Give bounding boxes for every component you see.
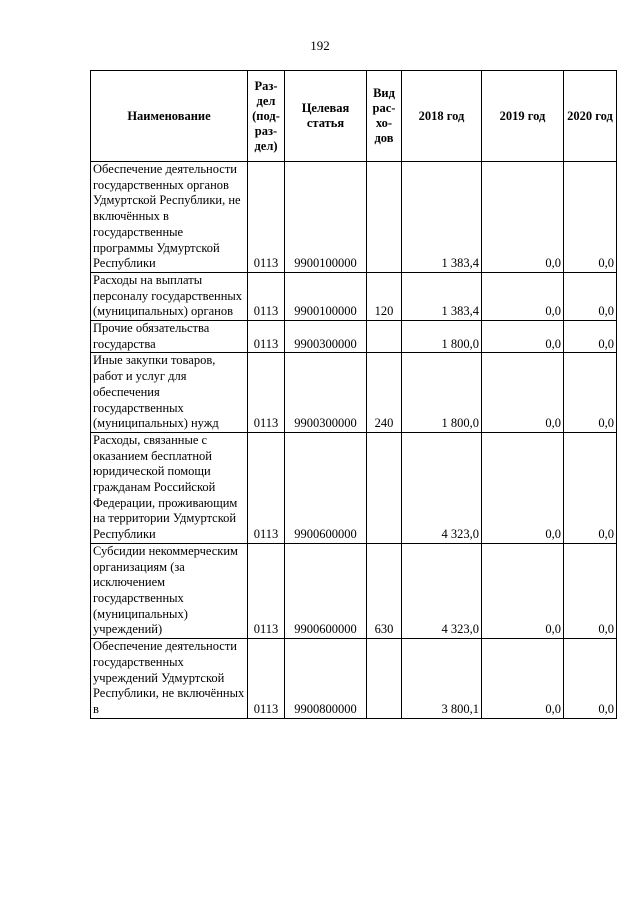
row-2018: 1 383,4	[402, 272, 482, 320]
row-2018: 4 323,0	[402, 543, 482, 638]
table-row	[91, 321, 617, 353]
row-type: 630	[367, 543, 402, 638]
row-target: 9900800000	[285, 639, 367, 719]
row-type: 240	[367, 353, 402, 433]
row-type	[367, 432, 402, 543]
page-number: 192	[310, 38, 330, 53]
row-type	[367, 162, 402, 273]
row-section: 0113	[248, 162, 285, 273]
row-2019: 0,0	[482, 543, 564, 638]
header-type-label: Вид рас- хо- дов	[372, 86, 396, 145]
row-name: Расходы, связанные с оказанием бесплатной юридической помощи гражданам Российской Федерации, проживающим на территории Удмуртской Республики	[91, 432, 248, 543]
row-type	[367, 321, 402, 353]
row-2020: 0,0	[564, 543, 617, 638]
row-2018: 1 800,0	[402, 321, 482, 353]
row-target: 9900100000	[285, 272, 367, 320]
row-2019: 0,0	[482, 639, 564, 719]
row-type	[367, 639, 402, 719]
row-2019: 0,0	[482, 272, 564, 320]
table-row	[91, 162, 617, 273]
row-name: Обеспечение деятельности государственных органов Удмуртской Республики, не включённых в государственные программы Удмуртской Республики	[91, 162, 248, 273]
header-target	[285, 71, 367, 162]
row-2019: 0,0	[482, 432, 564, 543]
row-2018: 4 323,0	[402, 432, 482, 543]
row-name: Обеспечение деятельности государственных учреждений Удмуртской Республики, не включённых в	[91, 639, 248, 719]
row-2019: 0,0	[482, 353, 564, 433]
budget-table	[90, 70, 617, 719]
table-row	[91, 639, 617, 719]
row-section: 0113	[248, 543, 285, 638]
row-2019: 0,0	[482, 321, 564, 353]
header-2019-label: 2019 год	[499, 108, 546, 123]
table-row	[91, 272, 617, 320]
row-section: 0113	[248, 639, 285, 719]
header-2018-label: 2018 год	[418, 108, 465, 123]
header-target-label: Целевая статья	[301, 101, 350, 130]
header-2019	[482, 71, 564, 162]
row-target: 9900300000	[285, 353, 367, 433]
row-2019: 0,0	[482, 162, 564, 273]
row-2020: 0,0	[564, 321, 617, 353]
row-2018: 1 800,0	[402, 353, 482, 433]
header-type	[367, 71, 402, 162]
row-name: Субсидии некоммерческим организациям (за исключением государственных (муниципальных) учреждений)	[91, 543, 248, 638]
header-section-label: Раз- дел (под- раз- дел)	[252, 78, 280, 153]
row-name: Расходы на выплаты персоналу государственных (муниципальных) органов	[91, 272, 248, 320]
row-2020: 0,0	[564, 639, 617, 719]
header-2020-label: 2020 год	[567, 108, 613, 123]
table-header-row	[91, 71, 617, 162]
row-section: 0113	[248, 321, 285, 353]
row-2020: 0,0	[564, 432, 617, 543]
row-2018: 1 383,4	[402, 162, 482, 273]
row-2020: 0,0	[564, 272, 617, 320]
row-2018: 3 800,1	[402, 639, 482, 719]
row-target: 9900600000	[285, 543, 367, 638]
row-2020: 0,0	[564, 162, 617, 273]
row-section: 0113	[248, 272, 285, 320]
row-target: 9900600000	[285, 432, 367, 543]
row-target: 9900300000	[285, 321, 367, 353]
table-row	[91, 543, 617, 638]
row-target: 9900100000	[285, 162, 367, 273]
header-2018	[402, 71, 482, 162]
header-section	[248, 71, 285, 162]
row-name: Иные закупки товаров, работ и услуг для обеспечения государственных (муниципальных) нужд	[91, 353, 248, 433]
row-section: 0113	[248, 353, 285, 433]
table-row	[91, 432, 617, 543]
row-type: 120	[367, 272, 402, 320]
header-name-label: Наименование	[127, 108, 211, 123]
row-name: Прочие обязательства государства	[91, 321, 248, 353]
table-row	[91, 353, 617, 433]
header-2020	[564, 71, 617, 162]
row-section: 0113	[248, 432, 285, 543]
row-2020: 0,0	[564, 353, 617, 433]
header-name	[91, 71, 248, 162]
